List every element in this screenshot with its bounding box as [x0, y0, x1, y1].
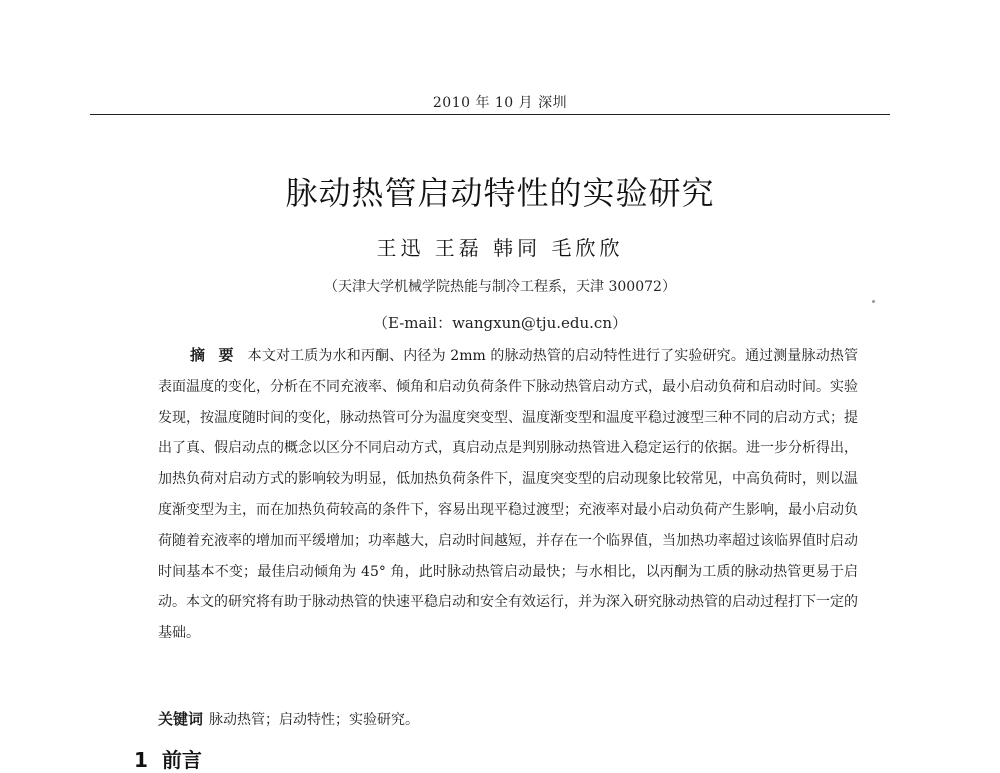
section-number: 1 [134, 748, 148, 772]
keywords [158, 708, 858, 729]
authors: 王迅 王磊 韩同 毛欣欣 [376, 236, 624, 260]
author-email: （E-mail：wangxun@tju.edu.cn） [373, 314, 627, 332]
scan-speck [872, 300, 875, 303]
abstract-text: 本文对工质为水和丙酮、内径为 2mm 的脉动热管的启动特性进行了实验研究。通过测量脉动热管表面温度的变化，分析在不同充液率、倾角和启动负荷条件下脉动热管启动方式，最小启动负荷和启动时间。实验发现，按温度随时间的变化，脉动热管可分为温度突变型、温度渐变型和温度平稳过渡型三种不同的启动方式；提出了真、假启动点的概念以区分不同启动方式，真启动点是判别脉动热管进入稳定运行的依据。进一步分析得出，加热负荷对启动方式的影响较为明显，低加热负荷条件下，温度突变型的启动现象比较常见，中高负荷时，则以温度渐变型为主，而在加热负荷较高的条件下，容易出现平稳过渡型；充液率对最小启动负荷产生影响，最小启动负荷随着充液率的增加而平缓增加；功率越大，启动时间越短，并存在一个临界值，当加热功率超过该临界值时启动时间基本不变；最佳启动倾角为 45° 角，此时脉动热管启动最快；与水相比，以丙酮为工质的脉动热管更易于启动。本文的研究将有助于脉动热管的快速平稳启动和安全有效运行，并为深入研究脉动热管的启动过程打下一定的基础。 [158, 348, 858, 642]
running-head: 2010 年 10 月 深圳 [432, 95, 568, 111]
section-title: 前言 [161, 748, 202, 772]
keywords-text: 脉动热管；启动特性；实验研究。 [209, 712, 420, 728]
abstract [158, 340, 858, 649]
paper-title: 脉动热管启动特性的实验研究 [285, 174, 715, 212]
header-rule [90, 114, 890, 115]
keywords-label: 关键词 [158, 710, 204, 728]
abstract-label: 摘 要 [190, 346, 238, 364]
section-heading [134, 744, 202, 773]
affiliation: （天津大学机械学院热能与制冷工程系，天津 300072） [324, 279, 676, 295]
